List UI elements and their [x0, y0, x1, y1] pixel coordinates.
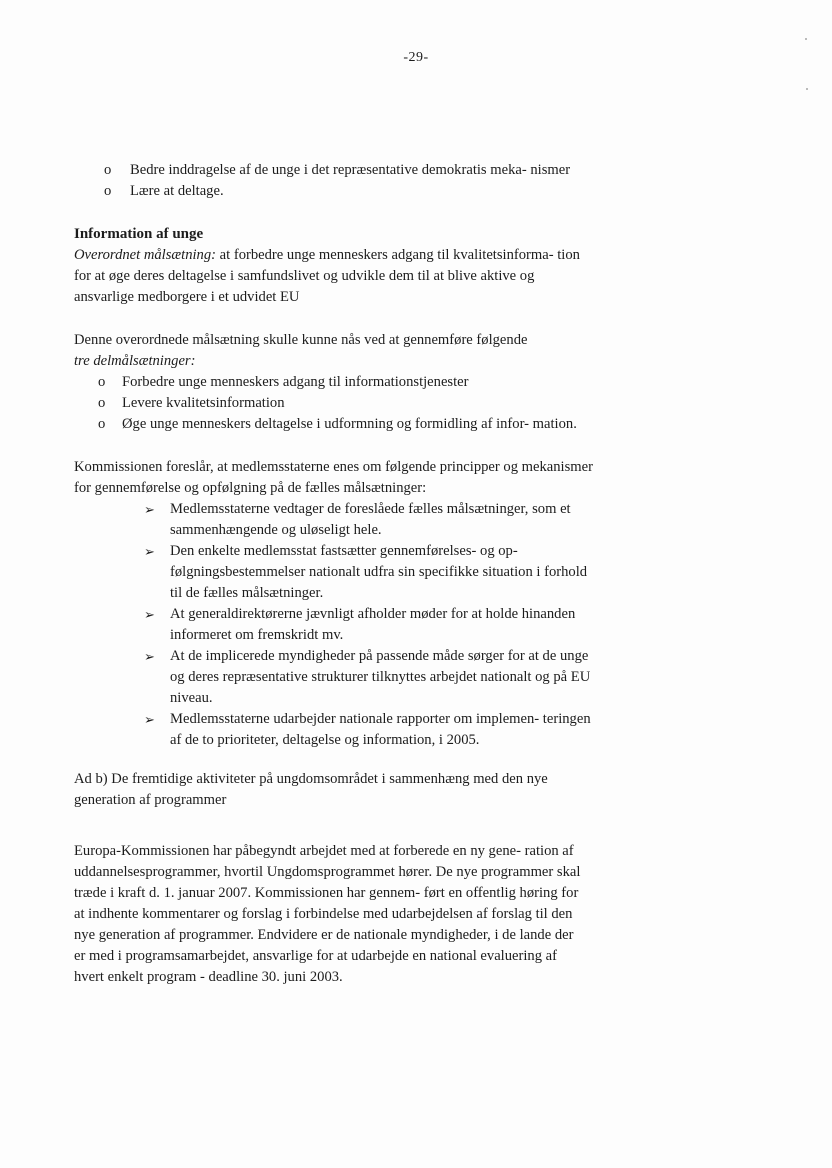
scan-speck: [806, 88, 808, 90]
list-item-text: At generaldirektørerne jævnligt afholder møder for at holde hinanden informeret om fremskridt mv.: [170, 606, 576, 643]
list-item: [74, 181, 594, 202]
list-item: [74, 604, 594, 646]
arrow-bullet-icon: ➢: [144, 502, 155, 517]
list-item: [74, 709, 594, 751]
list-item: [74, 414, 594, 435]
sub-goal-list: [74, 372, 594, 435]
list-item: [74, 160, 594, 181]
list-item: [74, 646, 594, 709]
page-number: -29-: [403, 50, 429, 65]
objective-paragraph: [74, 245, 594, 308]
bullet-marker: o: [98, 374, 106, 390]
bullet-marker: o: [104, 183, 112, 199]
commission-intro: Kommissionen foreslår, at medlemsstaterne enes om følgende principper og mekanismer for gennemførelse og opfølgning på de fælles målsætninger:: [74, 459, 593, 496]
list-item: [74, 541, 594, 604]
arrow-bullet-icon: ➢: [144, 712, 155, 727]
sub-intro-paragraph: [74, 330, 594, 372]
document-body: [74, 160, 594, 988]
bullet-marker: o: [98, 416, 106, 432]
principles-list: [74, 499, 594, 751]
bullet-marker: o: [104, 162, 112, 178]
top-bullet-list: [74, 160, 594, 202]
sub-intro-text: Denne overordnede målsætning skulle kunne nås ved at gennemføre følgende: [74, 332, 528, 348]
list-item: [74, 393, 594, 414]
bullet-marker: o: [98, 395, 106, 411]
list-item-text: Medlemsstaterne udarbejder nationale rapporter om implemen- teringen af de to prioriteter, deltagelse og information, i 2005.: [170, 711, 591, 748]
list-item-text: Levere kvalitetsinformation: [122, 395, 285, 411]
final-paragraph: Europa-Kommissionen har påbegyndt arbejdet med at forberede en ny gene- ration af uddannelsesprogrammer, hvortil Ungdomsprogrammet hører. De nye programmer skal træde i kraft d. 1. januar 2007. Kommissionen har gennem- ført en offentlig høring for at indhente kommentarer og forslag i forbindelse med udarbejdelsen af forslag til den nye generation af programmer. Endvidere er de nationale myndigheder, i de lande der er med i programsamarbejdet, ansvarlige for at udarbejde en national evaluering af hvert enkelt program - deadline 30. juni 2003.: [74, 843, 581, 985]
list-item: [74, 372, 594, 393]
arrow-bullet-icon: ➢: [144, 649, 155, 664]
objective-text: at forbedre unge menneskers adgang til kvalitetsinforma- tion for at øge deres deltagelse i samfundslivet og udvikle dem til at blive aktive og ansvarlige medborgere i et udvidet EU: [74, 247, 580, 305]
section-heading: Information af unge: [74, 226, 204, 242]
objective-label: Overordnet målsætning:: [74, 247, 217, 263]
sub-intro-label: tre delmålsætninger:: [74, 353, 196, 369]
scan-speck: [805, 38, 807, 40]
list-item-text: Bedre inddragelse af de unge i det repræsentative demokratis meka- nismer: [130, 162, 571, 178]
list-item-text: Den enkelte medlemsstat fastsætter gennemførelses- og op- følgningsbestemmelser nationalt udfra sin specifikke situation i forhold til de fælles målsætninger.: [170, 543, 588, 601]
list-item: [74, 499, 594, 541]
list-item-text: Medlemsstaterne vedtager de foreslåede fælles målsætninger, som et sammenhængende og uløseligt hele.: [170, 501, 571, 538]
arrow-bullet-icon: ➢: [144, 607, 155, 622]
list-item-text: Forbedre unge menneskers adgang til informationstjenester: [122, 374, 469, 390]
arrow-bullet-icon: ➢: [144, 544, 155, 559]
ad-b-paragraph: Ad b) De fremtidige aktiviteter på ungdomsområdet i sammenhæng med den nye generation af programmer: [74, 771, 548, 808]
list-item-text: Øge unge menneskers deltagelse i udformning og formidling af infor- mation.: [122, 416, 577, 432]
list-item-text: At de implicerede myndigheder på passende måde sørger for at de unge og deres repræsentative strukturer tilknyttes arbejdet nationalt og på EU niveau.: [170, 648, 591, 706]
list-item-text: Lære at deltage.: [130, 183, 224, 199]
